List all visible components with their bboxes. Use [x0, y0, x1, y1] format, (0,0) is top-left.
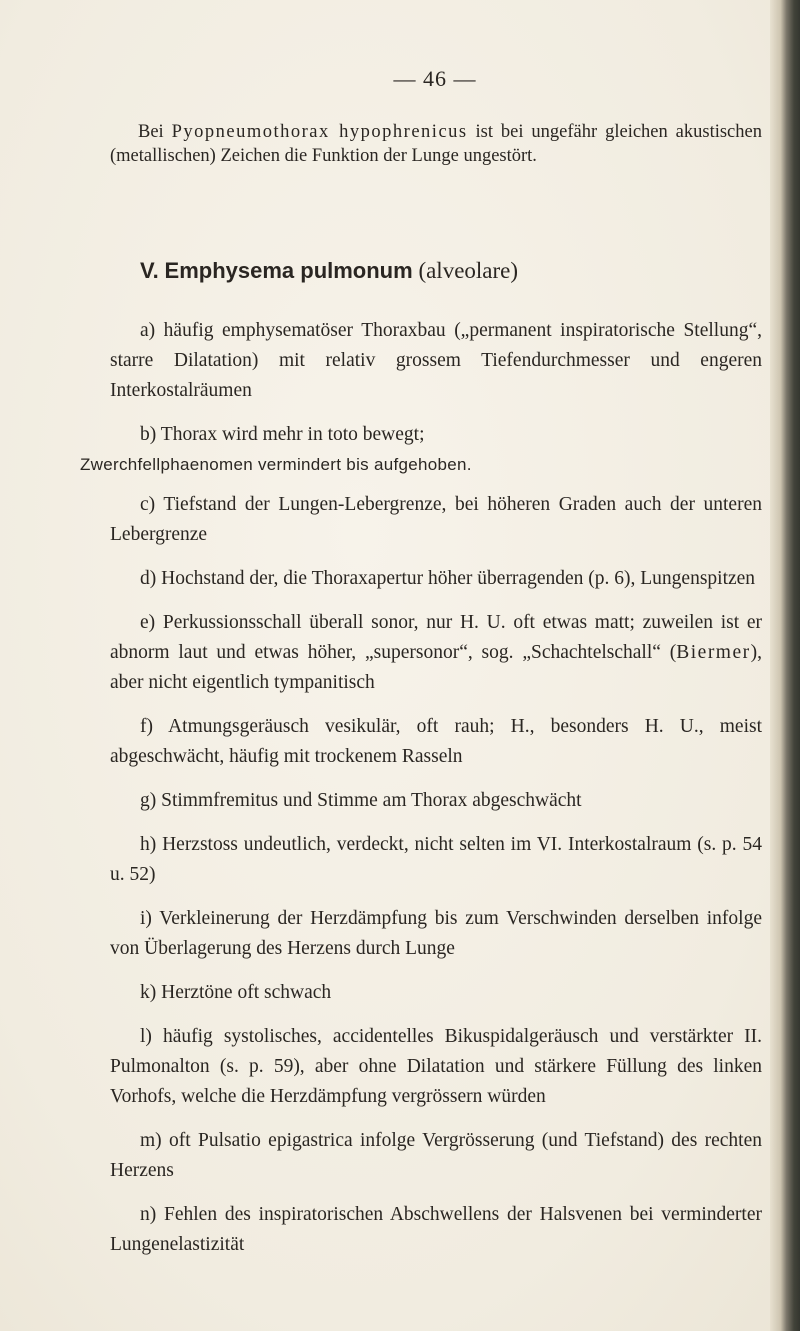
item-text: Herzstoss undeutlich, verdeckt, nicht selten im VI. Interkostalraum (s. p. 54 u. 52)	[110, 834, 762, 885]
item-text: Fehlen des inspiratorischen Abschwellens der Halsvenen bei verminderter Lungenelastizität	[110, 1204, 762, 1255]
list-item-a	[110, 316, 762, 406]
item-text: Atmungsgeräusch vesikulär, oft rauh; H., besonders H. U., meist abgeschwächt, häufig mit trockenem Rasseln	[110, 716, 763, 767]
item-label: d)	[140, 568, 157, 589]
item-text: Tiefstand der Lungen-Lebergrenze, bei höheren Graden auch der unteren Lebergrenze	[110, 494, 762, 545]
list-item-h	[110, 830, 762, 890]
symptom-list	[80, 316, 763, 1274]
list-item-b	[80, 420, 762, 480]
section-number: V.	[140, 258, 159, 283]
section-subtitle: (alveolare)	[418, 258, 519, 283]
item-text: Hochstand der, die Thoraxapertur höher überragenden (p. 6), Lungenspitzen	[161, 568, 756, 589]
item-label: c)	[140, 494, 156, 515]
item-label: b)	[140, 424, 157, 445]
list-item-i	[110, 904, 762, 964]
item-text: Perkussionsschall überall sonor, nur H. U. oft etwas matt; zuweilen ist er abnorm laut und etwas höher, „supersonor“, sog. „Schachtelschall“ (	[110, 612, 762, 663]
item-extra: Zwerchfellphaenomen vermindert bis aufgehoben.	[80, 455, 472, 474]
item-label: n)	[140, 1204, 157, 1225]
intro-body: ist bei ungefähr gleichen akustischen (metallischen) Zeichen die Funktion der Lunge ungestört.	[110, 122, 762, 166]
item-text: Stimmfremitus und Stimme am Thorax abgeschwächt	[161, 790, 582, 811]
intro-lead: Bei	[138, 122, 172, 142]
list-item-n	[110, 1200, 762, 1260]
list-item-g	[110, 786, 762, 816]
page-number: — 46 —	[393, 66, 477, 91]
intro-paragraph	[110, 120, 762, 168]
page-edge-shadow	[770, 0, 800, 1331]
item-text: häufig systolisches, accidentelles Bikuspidalgeräusch und verstärkter II. Pulmonalton (s. p. 59), aber ohne Dilatation und stärkere Füllung des linken Vorhofs, welche die Herzdämpfung vergrössern würden	[110, 1026, 763, 1107]
item-label: i)	[140, 908, 152, 929]
item-text: Thorax wird mehr in toto bewegt;	[160, 424, 425, 445]
item-label: g)	[140, 790, 157, 811]
item-text: oft Pulsatio epigastrica infolge Vergrösserung (und Tiefstand) des rechten Herzens	[110, 1130, 763, 1181]
list-item-f	[110, 712, 762, 772]
intro-text	[110, 120, 762, 168]
item-label: h)	[140, 834, 157, 855]
section-title: Emphysema pulmonum	[164, 258, 413, 283]
item-person: Biermer	[676, 642, 751, 663]
list-item-c	[110, 490, 762, 550]
list-item-e	[110, 608, 762, 698]
item-label: e)	[140, 612, 156, 633]
list-item-m	[110, 1126, 762, 1186]
item-text: häufig emphysematöser Thoraxbau („permanent inspiratorische Stellung“, starre Dilatation) mit relativ grossem Tiefendurchmesser und engeren Interkostalräumen	[110, 320, 762, 401]
item-label: f)	[140, 716, 153, 737]
item-label: a)	[140, 320, 156, 341]
item-text-after: ), aber nicht eigentlich tympanitisch	[110, 642, 762, 693]
item-text: Verkleinerung der Herzdämpfung bis zum Verschwinden derselben infolge von Überlagerung des Herzens durch Lunge	[110, 908, 762, 959]
intro-term: Pyopneumothorax hypophrenicus	[171, 122, 468, 142]
item-text: Herztöne oft schwach	[161, 982, 332, 1003]
list-item-l	[110, 1022, 762, 1112]
list-item-d	[110, 564, 762, 594]
section-heading	[140, 258, 760, 284]
item-label: m)	[140, 1130, 162, 1151]
list-item-k	[110, 978, 762, 1008]
item-label: l)	[140, 1026, 152, 1047]
item-label: k)	[140, 982, 157, 1003]
